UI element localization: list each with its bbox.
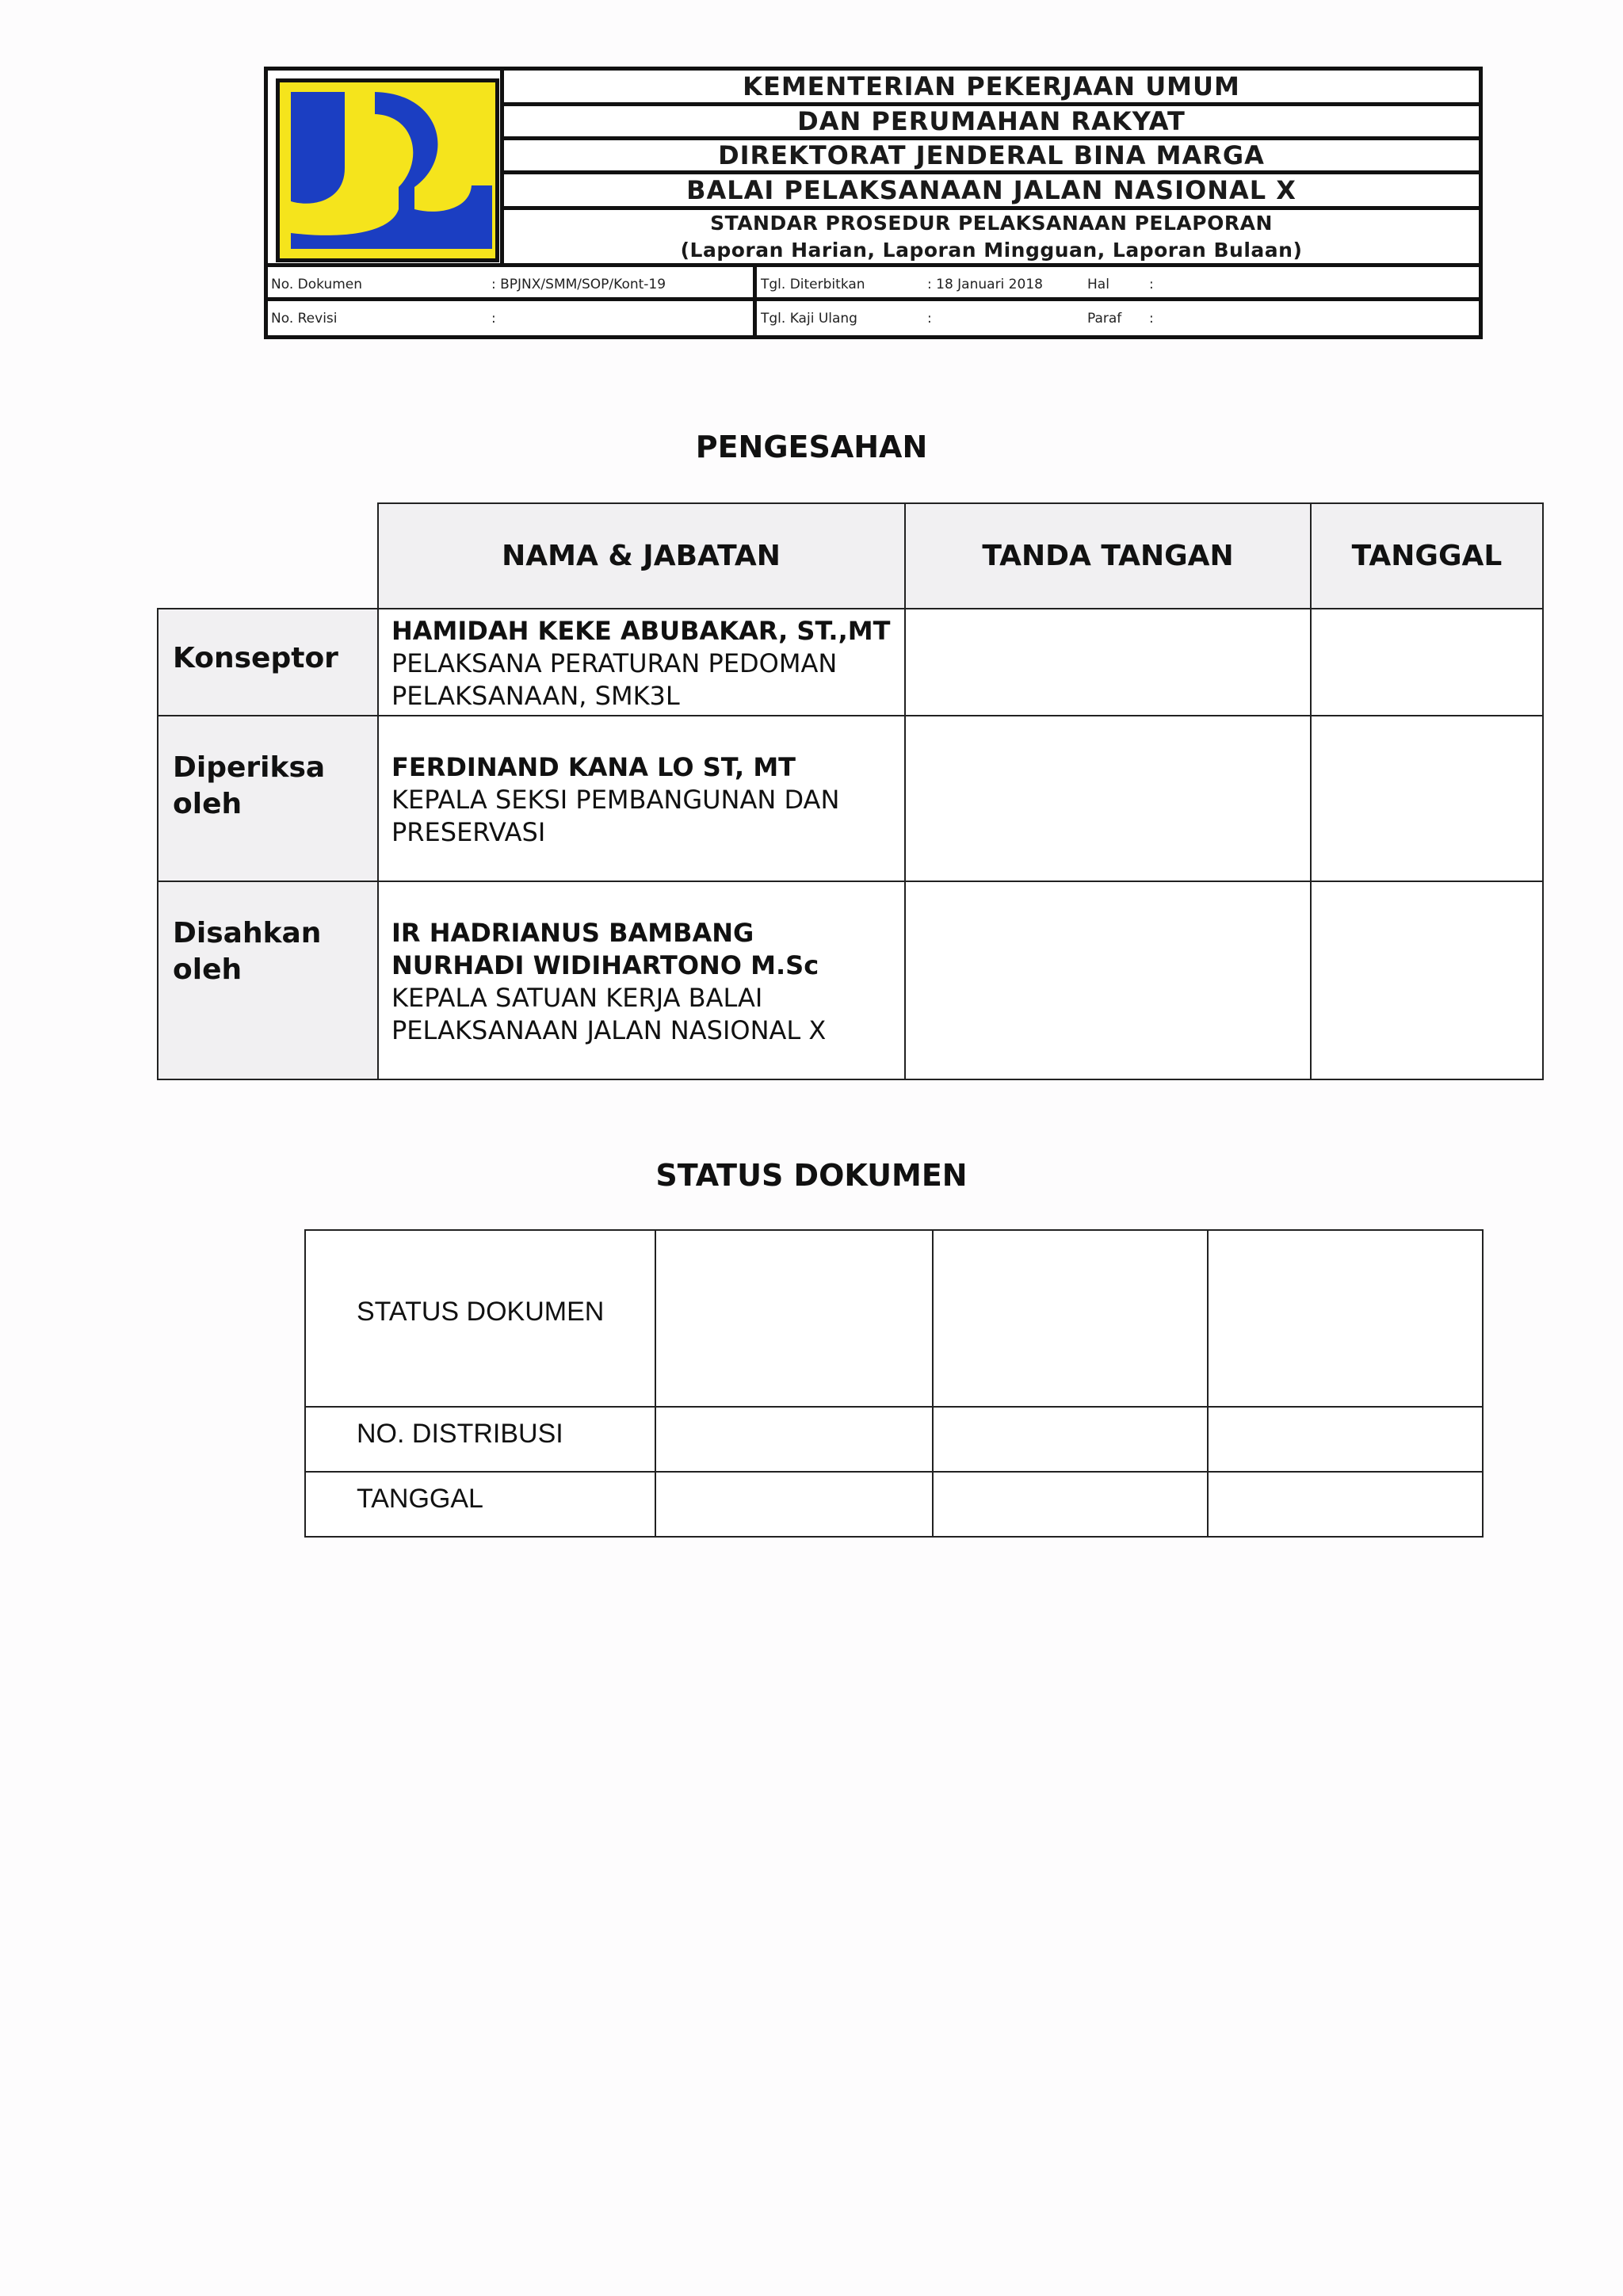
grid-line <box>1207 1229 1209 1538</box>
tgl-kaji-value: : <box>927 311 932 327</box>
row-label-disahkan <box>157 915 377 988</box>
meta-row-1 <box>268 267 1479 301</box>
diperiksa-name: FERDINAND KANA LO ST, MT <box>391 752 796 782</box>
grid-line <box>1542 502 1544 1080</box>
header-sop-title <box>504 210 1479 267</box>
meta-row-2 <box>268 301 1479 335</box>
status-dokumen-title: STATUS DOKUMEN <box>655 1158 968 1193</box>
no-dokumen-label: No. Dokumen <box>271 277 363 292</box>
grid-line <box>304 1536 1484 1538</box>
konseptor-jabatan-line1: PELAKSANA PERATURAN PEDOMAN <box>391 648 838 678</box>
diperiksa-name-jabatan <box>377 751 905 849</box>
pu-logo-icon <box>280 82 495 258</box>
konseptor-name: HAMIDAH KEKE ABUBAKAR, ST.,MT <box>391 616 891 646</box>
no-revisi-label: No. Revisi <box>271 311 338 327</box>
header-balai: BALAI PELAKSANAAN JALAN NASIONAL X <box>504 174 1479 210</box>
status-dokumen-label: STATUS DOKUMEN <box>357 1297 605 1327</box>
diperiksa-jabatan-line1: KEPALA SEKSI PEMBANGUNAN DAN <box>391 785 840 815</box>
row-label-konseptor: Konseptor <box>173 642 338 674</box>
grid-line <box>377 502 379 1080</box>
grid-line <box>157 1079 1543 1080</box>
logo-cell <box>268 71 504 267</box>
col-tanda-tangan: TANDA TANGAN <box>982 539 1234 572</box>
pu-logo <box>276 78 499 262</box>
grid-line <box>304 1406 1484 1408</box>
tgl-diterbitkan-value: : 18 Januari 2018 <box>927 277 1043 292</box>
grid-line <box>1482 1229 1484 1538</box>
header-directorate: DIREKTORAT JENDERAL BINA MARGA <box>504 140 1479 174</box>
grid-line <box>932 1229 934 1538</box>
hal-label: Hal <box>1087 277 1109 292</box>
col-tanggal: TANGGAL <box>1351 539 1503 572</box>
grid-line <box>304 1471 1484 1473</box>
konseptor-name-jabatan <box>377 615 905 712</box>
no-distribusi-label: NO. DISTRIBUSI <box>357 1419 563 1449</box>
grid-line <box>304 1229 1484 1231</box>
paraf-value: : <box>1149 311 1154 327</box>
sop-title-line1: STANDAR PROSEDUR PELAKSANAAN PELAPORAN <box>710 211 1273 235</box>
grid-line <box>157 608 1543 609</box>
row-label-diperiksa-line2: oleh <box>173 788 242 820</box>
col-nama-jabatan: NAMA & JABATAN <box>502 539 781 572</box>
grid-line <box>157 608 158 1080</box>
disahkan-name-jabatan <box>377 917 905 1047</box>
konseptor-jabatan-line2: PELAKSANAAN, SMK3L <box>391 681 680 711</box>
grid-line <box>1310 502 1312 1080</box>
tgl-kaji-label: Tgl. Kaji Ulang <box>761 311 857 327</box>
grid-line <box>157 715 1543 716</box>
disahkan-jabatan-line2: PELAKSANAAN JALAN NASIONAL X <box>391 1015 827 1045</box>
no-revisi-value: : <box>491 311 496 327</box>
grid-line <box>377 502 1543 504</box>
tanggal-label: TANGGAL <box>357 1484 483 1514</box>
document-header <box>264 67 1483 339</box>
tgl-diterbitkan-label: Tgl. Diterbitkan <box>761 277 865 292</box>
disahkan-name-line2: NURHADI WIDIHARTONO M.Sc <box>391 950 819 980</box>
meta-divider <box>753 267 757 335</box>
disahkan-jabatan-line1: KEPALA SATUAN KERJA BALAI <box>391 983 763 1013</box>
no-dokumen-value: : BPJNX/SMM/SOP/Kont-19 <box>491 277 666 292</box>
sop-title-line2: (Laporan Harian, Laporan Mingguan, Laporan Bulaan) <box>680 238 1303 262</box>
row-label-disahkan-line1: Disahkan <box>173 917 322 949</box>
paraf-label: Paraf <box>1087 311 1122 327</box>
header-ministry-line1: KEMENTERIAN PEKERJAAN UMUM <box>504 71 1479 106</box>
row-label-diperiksa <box>157 750 377 823</box>
disahkan-name-line1: IR HADRIANUS BAMBANG <box>391 918 754 948</box>
row-label-column-bg <box>157 609 377 1079</box>
hal-value: : <box>1149 277 1154 292</box>
row-label-disahkan-line2: oleh <box>173 953 242 986</box>
diperiksa-jabatan-line2: PRESERVASI <box>391 817 546 847</box>
grid-line <box>655 1229 656 1538</box>
row-label-diperiksa-line1: Diperiksa <box>173 751 326 784</box>
grid-line <box>904 502 906 1080</box>
grid-line <box>157 881 1543 882</box>
grid-line <box>304 1229 306 1538</box>
pengesahan-title: PENGESAHAN <box>695 430 928 464</box>
header-ministry-line2: DAN PERUMAHAN RAKYAT <box>504 106 1479 140</box>
